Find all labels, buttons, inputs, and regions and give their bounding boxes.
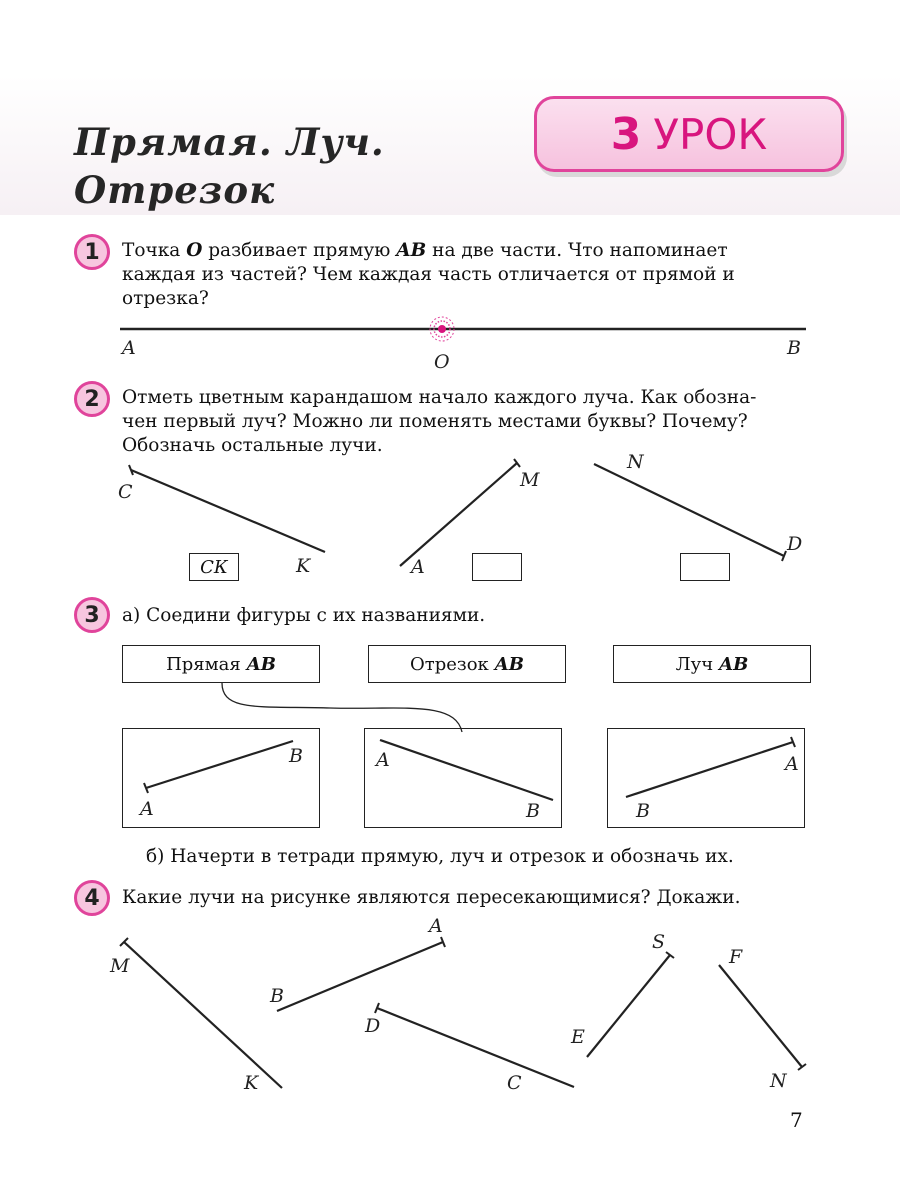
ray-ck xyxy=(129,465,325,552)
title-line-1: Прямая. Луч. xyxy=(74,120,385,164)
ray-fn xyxy=(719,965,806,1070)
fig3-label-start: B xyxy=(636,800,650,822)
label-k: K xyxy=(296,555,311,577)
title-line-2: Отрезок xyxy=(74,168,276,212)
label-m: M xyxy=(520,469,540,491)
name-label-line: Прямая xyxy=(166,653,241,675)
ray-mk xyxy=(120,938,282,1088)
label4-d: D xyxy=(365,1015,381,1037)
lesson-word: УРОК xyxy=(653,109,768,159)
task-1-line: AB xyxy=(396,240,427,261)
answer-box-1[interactable]: СК xyxy=(189,553,239,581)
label4-e: E xyxy=(571,1026,585,1048)
answer-box-2[interactable] xyxy=(472,553,522,581)
label4-k: K xyxy=(244,1072,259,1094)
task-2-number: 2 xyxy=(74,381,110,417)
task-3-text-a: а) Соедини фигуры с их названиями. xyxy=(122,605,486,626)
name-letters-segment: AB xyxy=(494,653,524,675)
label4-n: N xyxy=(770,1070,787,1092)
page-number: 7 xyxy=(790,1108,803,1132)
label-a2: A xyxy=(411,556,425,578)
label4-m: M xyxy=(110,955,130,977)
task-2-text-line3: Обозначь остальные лучи. xyxy=(122,435,383,456)
label-o: O xyxy=(434,351,450,373)
name-box-ray[interactable] xyxy=(613,645,811,683)
ray-dn xyxy=(594,464,786,561)
label4-c: C xyxy=(507,1072,522,1094)
fig1-label-end: B xyxy=(289,745,303,767)
lesson-number: 3 xyxy=(610,108,642,160)
label-d: D xyxy=(787,533,803,555)
label-a: A xyxy=(122,337,136,359)
name-box-segment[interactable] xyxy=(368,645,566,683)
name-letters-ray: AB xyxy=(719,653,749,675)
task-1-text-c: на две части. Что напоминает xyxy=(426,240,728,261)
name-letters-line: AB xyxy=(246,653,276,675)
ray-dc xyxy=(375,1003,574,1087)
name-label-ray: Луч xyxy=(675,653,714,675)
task-2-text xyxy=(122,386,822,458)
answer-box-3[interactable] xyxy=(680,553,730,581)
label4-a: A xyxy=(429,915,443,937)
label-n: N xyxy=(627,451,644,473)
task-4-text: Какие лучи на рисунке являются пересекающимися? Докажи. xyxy=(122,887,741,908)
connector-curve xyxy=(222,683,462,732)
label-b: B xyxy=(787,337,801,359)
name-box-line[interactable] xyxy=(122,645,320,683)
task-3-text-b: б) Начерти в тетради прямую, луч и отрезок и обозначь их. xyxy=(146,846,734,867)
fig2-label-start: A xyxy=(376,749,390,771)
task-1-text-line3: отрезка? xyxy=(122,288,209,309)
fig3-label-end: A xyxy=(785,753,799,775)
name-label-segment: Отрезок xyxy=(410,653,489,675)
ray-se xyxy=(587,952,674,1057)
task-1-point: O xyxy=(186,240,203,261)
task-1-text-b: разбивает прямую xyxy=(202,240,397,261)
ray-ab xyxy=(277,937,445,1011)
task-1-number: 1 xyxy=(74,234,110,270)
task-1-text-a: Точка xyxy=(122,240,187,261)
fig2-label-end: B xyxy=(526,800,540,822)
label4-f: F xyxy=(729,946,743,968)
label4-b: B xyxy=(270,985,284,1007)
ray-am xyxy=(400,459,520,566)
task-1-text-line2: каждая из частей? Чем каждая часть отличается от прямой и xyxy=(122,264,735,285)
task-2-text-line1: Отметь цветным карандашом начало каждого луча. Как обозна- xyxy=(122,387,757,408)
task-4-number: 4 xyxy=(74,880,110,916)
label4-s: S xyxy=(652,931,666,953)
label-c: C xyxy=(118,481,133,503)
point-o-marker xyxy=(430,317,454,341)
fig1-label-start: A xyxy=(140,798,154,820)
task-3-number: 3 xyxy=(74,597,110,633)
task-2-text-line2: чен первый луч? Можно ли поменять местами буквы? Почему? xyxy=(122,411,748,432)
